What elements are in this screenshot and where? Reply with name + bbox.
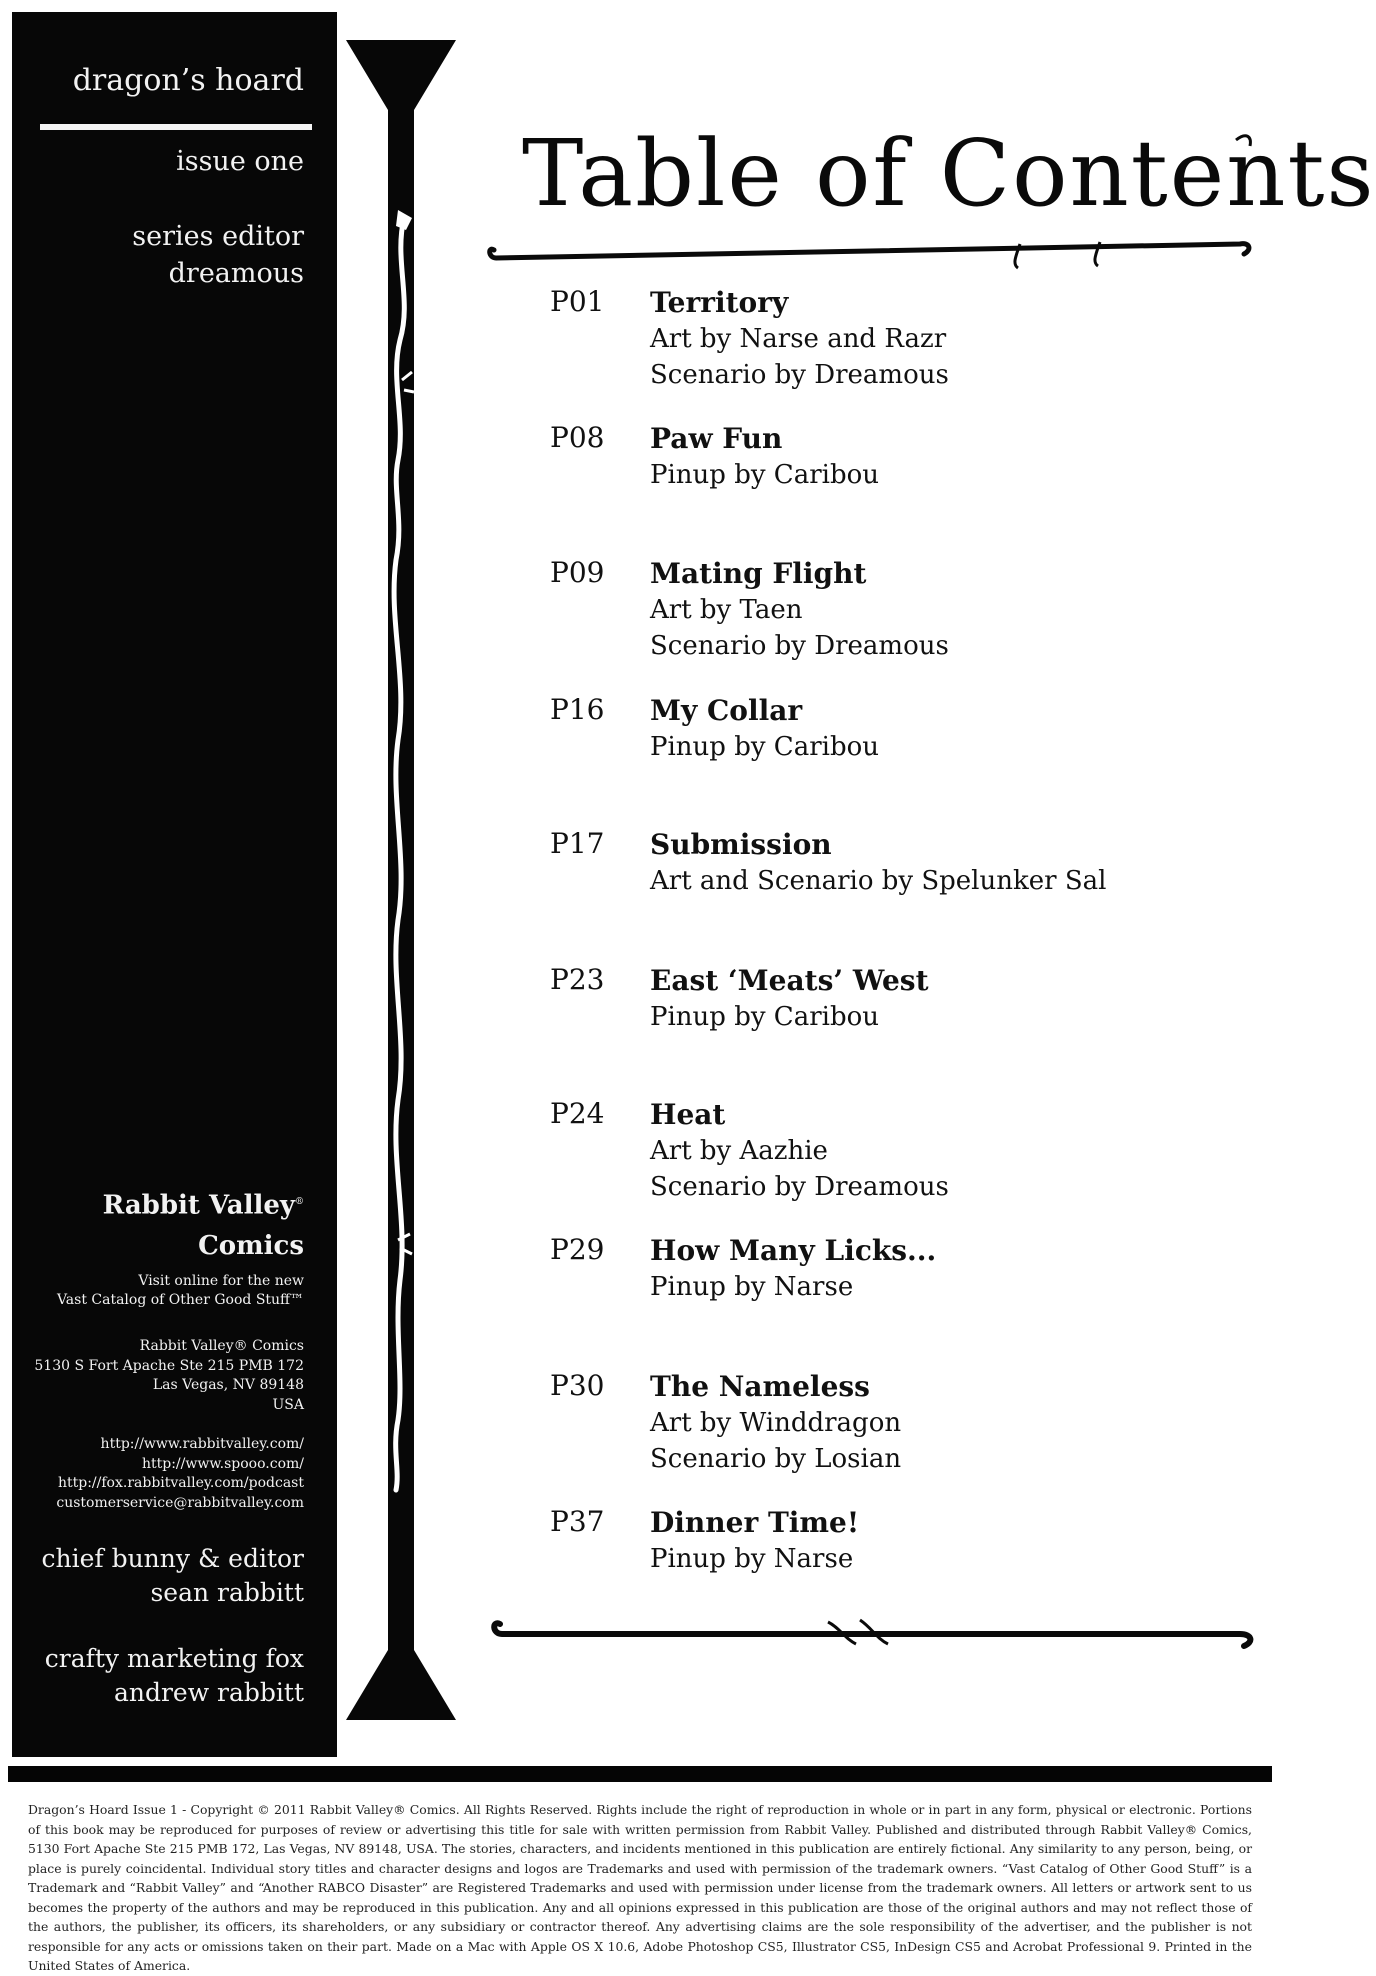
- address-line: Las Vegas, NV 89148: [152, 1377, 304, 1393]
- story-credit: Art by Taen: [650, 595, 803, 625]
- dragon-pillar-illustration: [346, 40, 456, 1720]
- story-credit: Pinup by Caribou: [650, 460, 879, 490]
- catalog-line: Visit online for the new: [138, 1273, 304, 1289]
- publisher-logo-text: Rabbit Valley® Comics: [103, 1182, 304, 1266]
- staff-name: andrew rabbitt: [113, 1678, 304, 1707]
- page-number: P37: [550, 1505, 605, 1538]
- staff-role: crafty marketing fox: [44, 1644, 304, 1673]
- story-title: My Collar: [650, 694, 803, 727]
- address-line: 5130 S Fort Apache Ste 215 PMB 172: [34, 1357, 304, 1374]
- series-editor-block: [132, 218, 304, 292]
- catalog-note: [57, 1272, 304, 1310]
- story-credit: Art by Aazhie: [650, 1136, 828, 1166]
- web-links: [56, 1435, 304, 1513]
- web-link: http://fox.rabbitvalley.com/podcast: [57, 1475, 304, 1491]
- story-title: Dinner Time!: [650, 1506, 860, 1539]
- story-credit: Pinup by Caribou: [650, 732, 879, 762]
- series-editor-name: dreamous: [168, 258, 304, 289]
- story-credit: Pinup by Narse: [650, 1544, 854, 1574]
- magazine-title: dragon’s hoard: [72, 63, 304, 98]
- email-link: customerservice@rabbitvalley.com: [56, 1494, 304, 1511]
- catalog-line: Vast Catalog of Other Good Stuff™: [56, 1292, 304, 1308]
- page-number: P09: [550, 556, 605, 589]
- story-credit: Scenario by Losian: [650, 1444, 902, 1474]
- address-line: USA: [272, 1396, 304, 1413]
- story-title: Submission: [650, 828, 832, 861]
- mailing-address: [34, 1337, 304, 1415]
- sidebar-panel: [12, 12, 337, 1757]
- story-title: How Many Licks...: [650, 1234, 937, 1267]
- page-number: P24: [550, 1097, 605, 1130]
- publisher-name: Rabbit Valley: [102, 1190, 295, 1221]
- page-number: P17: [550, 827, 605, 860]
- story-title: Mating Flight: [650, 557, 867, 590]
- staff-credit-editor: [41, 1542, 304, 1610]
- story-title: Territory: [650, 286, 789, 319]
- story-credit: Pinup by Narse: [650, 1272, 854, 1302]
- story-credit: Pinup by Caribou: [650, 1002, 879, 1032]
- bottom-flourish-rule: [488, 1610, 1258, 1660]
- story-title: East ‘Meats’ West: [650, 964, 929, 997]
- story-title: The Nameless: [650, 1370, 870, 1403]
- title-underline-flourish: [480, 118, 1260, 278]
- toc-header: [480, 118, 1376, 278]
- legal-footer: Dragon’s Hoard Issue 1 - Copyright © 2011 Rabbit Valley® Comics. All Rights Reserved. Rights include the right of reproduction in whole or in part in any form, physical or electronic. Portions of this book may be reproduced for purposes of review or advertising this title for sale with written permission from Rabbit Valley. Published and distributed through Rabbit Valley® Comics, 5130 Fort Apache Ste 215 PMB 172, Las Vegas, NV 89148, USA. The stories, characters, and incidents mentioned in this publication are entirely fictional. Any similarity to any person, being, or place is purely coincidental. Individual story titles and character designs and logos are Trademarks and used with permission of the trademark owners. “Vast Catalog of Other Good Stuff” is a Trademark and “Rabbit Valley” and “Another RABCO Disaster” are Registered Trademarks and used with permission under license from the trademark owners. All letters or artwork sent to us becomes the property of the authors and may be reproduced in this publication. Any and all opinions expressed in this publication are those of the original authors and may not reflect those of the authors, the publisher, its officers, its shareholders, or any subsidiary or contractor thereof. Any advertising claims are the sole responsibility of the advertiser, and the publisher is not responsible for any acts or omissions taken on their part. Made on a Mac with Apple OS X 10.6, Adobe Photoshop CS5, Illustrator CS5, InDesign CS5 and Acrobat Professional 9. Printed in the United States of America.: [28, 1802, 1252, 1973]
- issue-label: issue one: [176, 146, 304, 177]
- web-link: http://www.rabbitvalley.com/: [100, 1436, 304, 1452]
- page-number: P30: [550, 1369, 605, 1402]
- story-credit: Art by Winddragon: [650, 1408, 902, 1438]
- sidebar-divider: [40, 124, 312, 130]
- story-credit: Art and Scenario by Spelunker Sal: [650, 866, 1107, 896]
- story-credit: Scenario by Dreamous: [650, 360, 949, 390]
- staff-credit-marketing: [45, 1642, 304, 1710]
- page-number: P01: [550, 285, 605, 318]
- staff-role: chief bunny & editor: [41, 1544, 304, 1573]
- story-title: Heat: [650, 1098, 726, 1131]
- series-editor-role: series editor: [132, 221, 304, 252]
- toc-title: Table of Contents: [522, 120, 1376, 227]
- staff-name: sean rabbitt: [150, 1578, 304, 1607]
- publisher-imprint: Comics: [198, 1230, 304, 1261]
- page-number: P08: [550, 421, 605, 454]
- web-link: http://www.spooo.com/: [141, 1455, 304, 1472]
- page-number: P29: [550, 1233, 605, 1266]
- story-credit: Scenario by Dreamous: [650, 631, 949, 661]
- story-credit: Art by Narse and Razr: [650, 324, 947, 354]
- footer-band: [8, 1766, 1272, 1782]
- page-number: P23: [550, 963, 605, 996]
- address-line: Rabbit Valley® Comics: [139, 1338, 304, 1354]
- page-number: P16: [550, 693, 605, 726]
- story-credit: Scenario by Dreamous: [650, 1172, 949, 1202]
- story-title: Paw Fun: [650, 422, 783, 455]
